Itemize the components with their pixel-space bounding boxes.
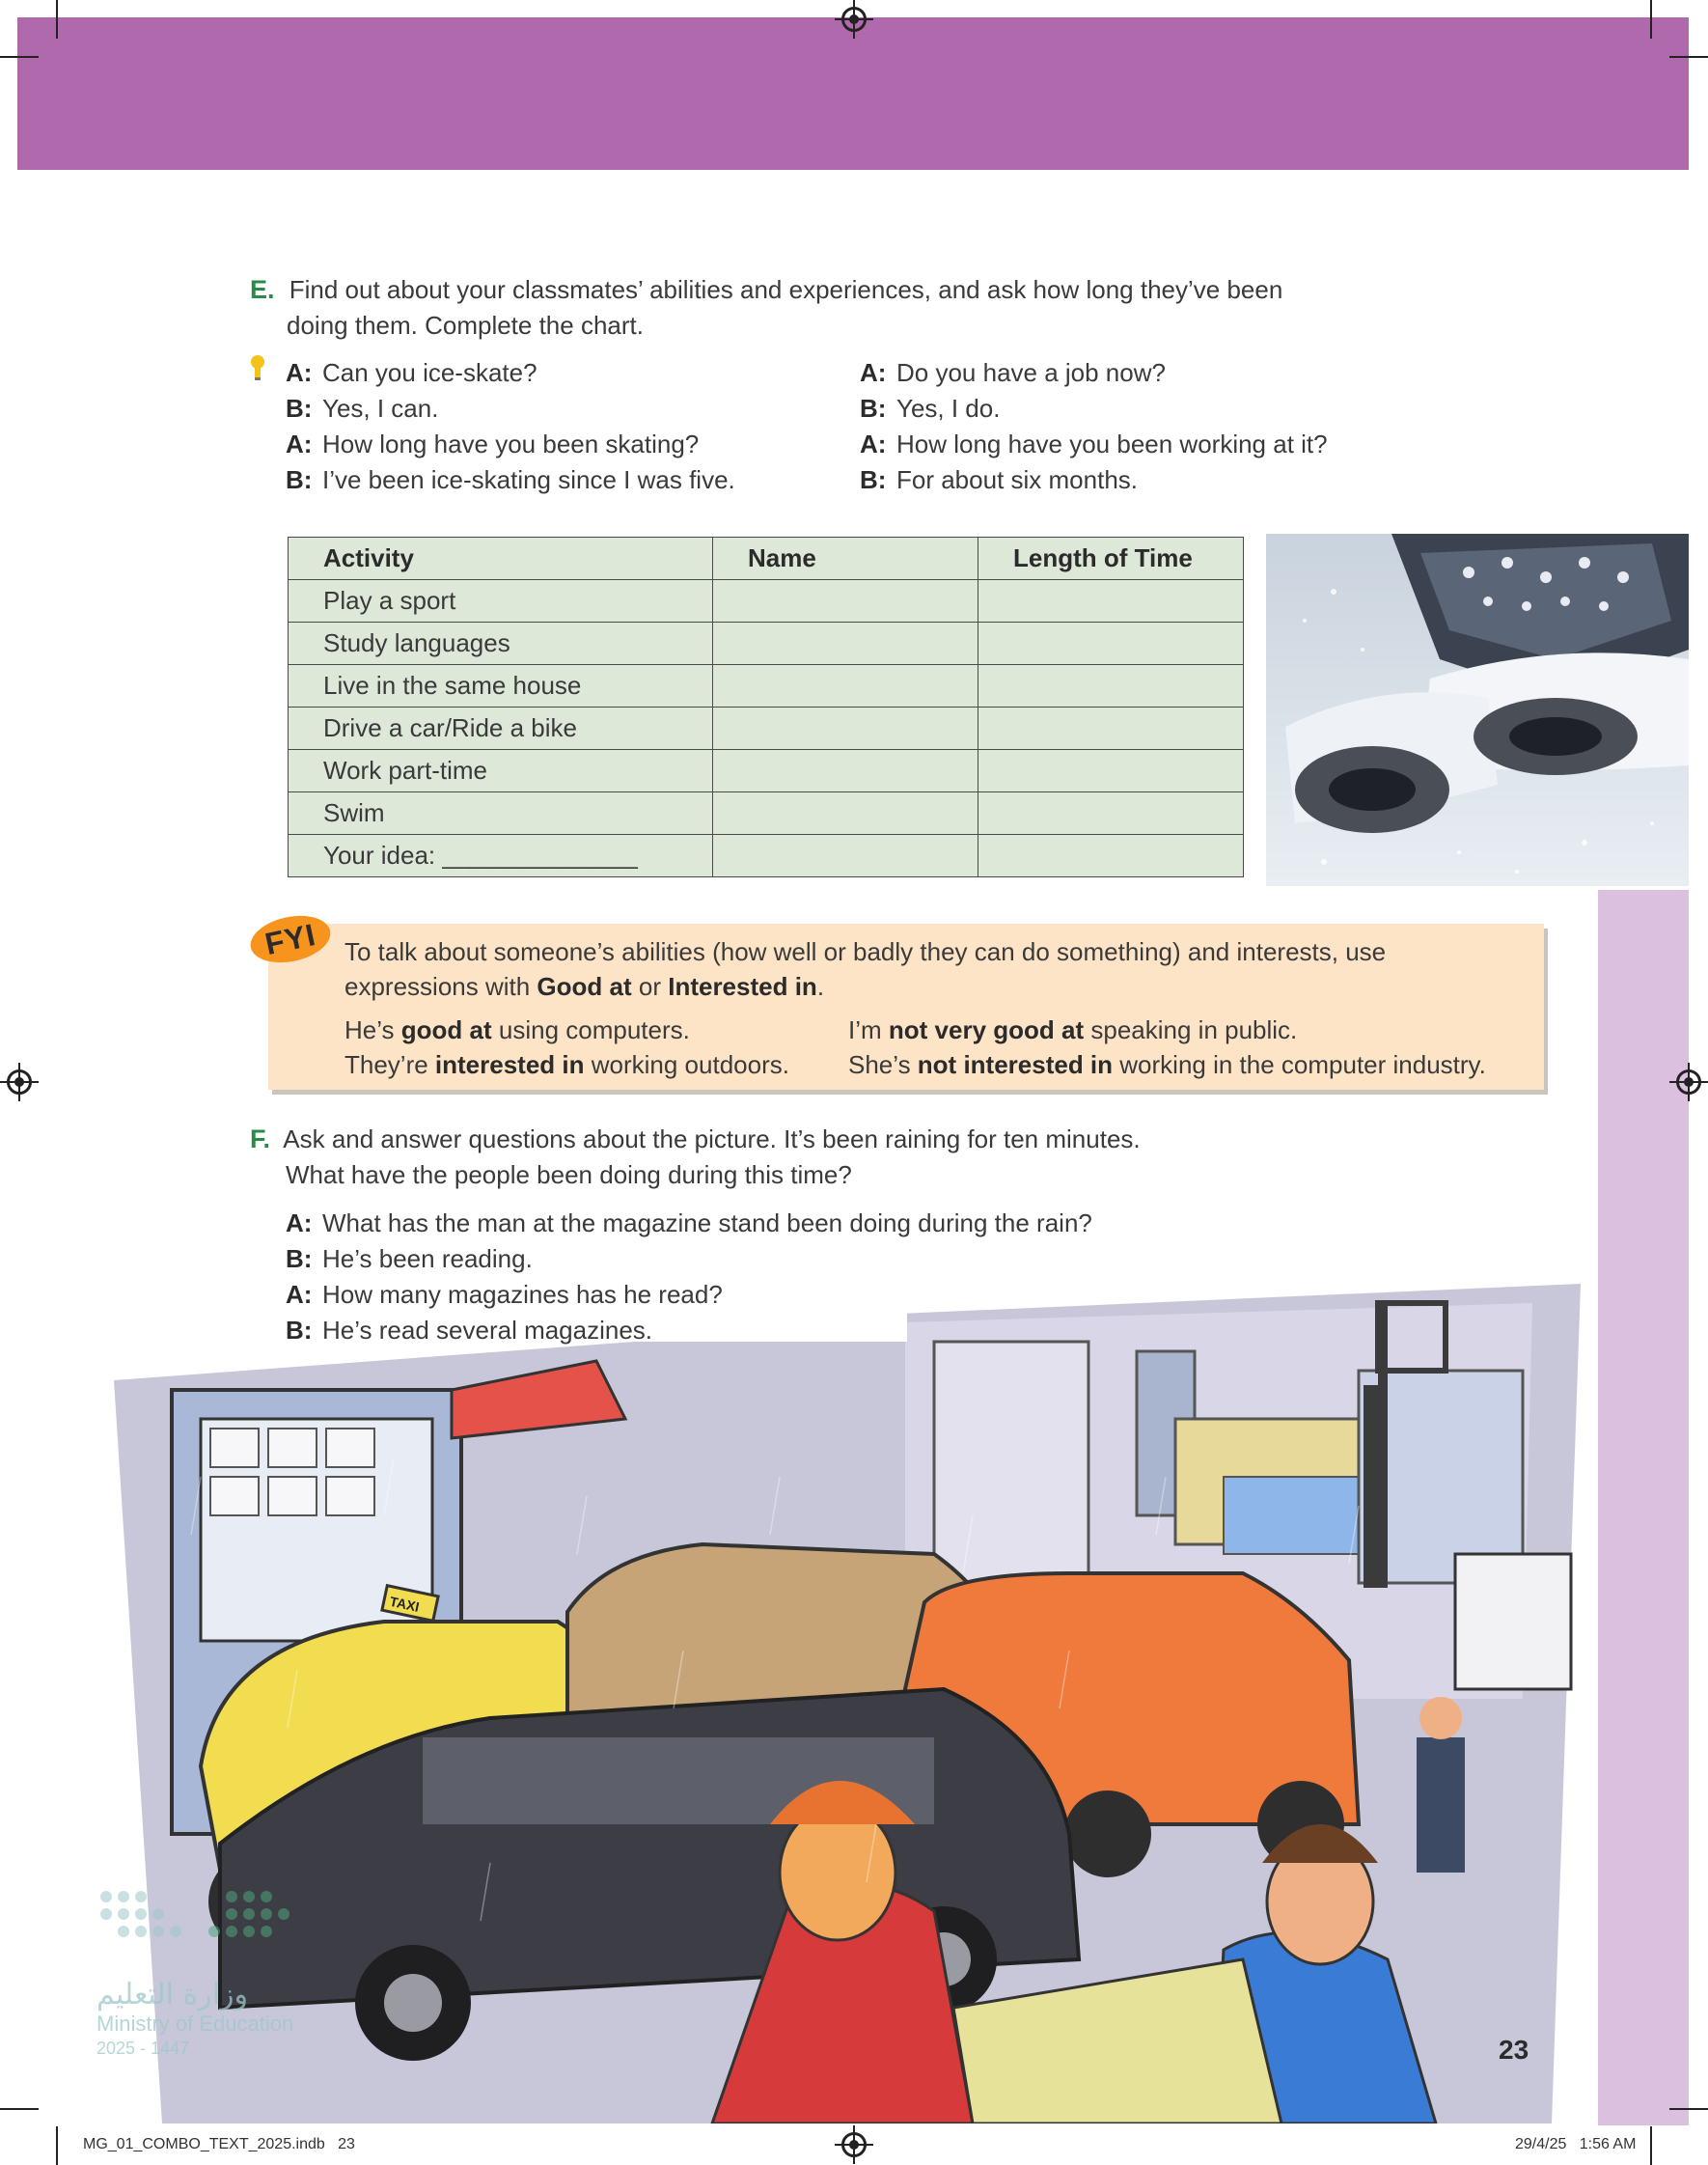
dialogue-text: For about six months. bbox=[896, 465, 1138, 494]
length-cell[interactable] bbox=[978, 665, 1244, 708]
dialogue-line bbox=[286, 1313, 1154, 1348]
dialogue-f bbox=[286, 1206, 1154, 1348]
length-cell[interactable] bbox=[978, 835, 1244, 877]
dialogue-text: Can you ice-skate? bbox=[322, 358, 537, 387]
fyi-intro-text: or bbox=[631, 972, 669, 1001]
section-f-instruction bbox=[250, 1122, 1350, 1193]
dialogue-text: Yes, I can. bbox=[322, 394, 439, 423]
chart-header-row bbox=[289, 538, 1244, 580]
fyi-example-text: working outdoors. bbox=[584, 1050, 789, 1079]
dialogue-text: How long have you been working at it? bbox=[896, 430, 1328, 458]
footer-datetime: 29/4/25 1:56 AM bbox=[1515, 2136, 1637, 2152]
instruction-line: Ask and answer questions about the picture. It’s been raining for ten minutes. bbox=[283, 1124, 1141, 1153]
fyi-interested-in: Interested in bbox=[668, 972, 817, 1001]
dialogue-text: How many magazines has he read? bbox=[322, 1280, 723, 1309]
lightbulb-icon bbox=[250, 353, 265, 382]
crop-mark bbox=[1650, 2126, 1652, 2165]
section-f-letter: F. bbox=[250, 1124, 271, 1153]
fyi-good-at: Good at bbox=[537, 972, 632, 1001]
chart-header-length: Length of Time bbox=[978, 538, 1244, 580]
name-cell[interactable] bbox=[713, 835, 978, 877]
crop-mark bbox=[1669, 2108, 1708, 2110]
activity-cell: Your idea: ______________ bbox=[289, 835, 713, 877]
dialogue-text: He’s read several magazines. bbox=[322, 1316, 653, 1345]
activity-cell: Work part-time bbox=[289, 750, 713, 792]
ministry-arabic: وزارة التعليم bbox=[96, 1978, 249, 2012]
registration-mark-icon bbox=[7, 1069, 32, 1095]
ministry-watermark bbox=[96, 1979, 293, 2060]
fyi-intro-line1: To talk about someone’s abilities (how well or badly they can do something) and interests, use bbox=[344, 937, 1387, 966]
dialogue-line bbox=[286, 427, 826, 462]
chart-header-activity: Activity bbox=[289, 538, 713, 580]
activity-cell: Swim bbox=[289, 792, 713, 835]
crop-mark bbox=[0, 56, 39, 58]
fyi-example-text: speaking in public. bbox=[1084, 1015, 1298, 1044]
speaker-label: A: bbox=[860, 430, 887, 458]
activity-cell: Study languages bbox=[289, 623, 713, 665]
speaker-label: B: bbox=[860, 394, 887, 423]
fyi-intro-text: expressions with bbox=[344, 972, 537, 1001]
dialogue-text: I’ve been ice-skating since I was five. bbox=[322, 465, 735, 494]
length-cell[interactable] bbox=[978, 580, 1244, 623]
ice-skates-photo bbox=[1266, 534, 1689, 886]
fyi-example-text: She’s bbox=[848, 1050, 918, 1079]
fyi-example-bold: not very good at bbox=[888, 1015, 1085, 1044]
chart-row bbox=[289, 623, 1244, 665]
page-number: 23 bbox=[1499, 2035, 1529, 2065]
speaker-label: A: bbox=[860, 358, 887, 387]
instruction-line: doing them. Complete the chart. bbox=[287, 311, 644, 340]
speaker-label: A: bbox=[286, 1280, 313, 1309]
rainy-street-illustration bbox=[104, 1284, 1581, 2123]
dialogue-right bbox=[860, 355, 1400, 498]
dialogue-line bbox=[286, 462, 826, 498]
chart-row bbox=[289, 580, 1244, 623]
speaker-label: B: bbox=[860, 465, 887, 494]
chart-row bbox=[289, 792, 1244, 835]
chart-row bbox=[289, 835, 1244, 877]
side-tab bbox=[1598, 890, 1689, 2125]
fyi-example bbox=[848, 1047, 1543, 1082]
crop-mark bbox=[1669, 56, 1708, 58]
fyi-example bbox=[344, 1013, 846, 1047]
registration-mark-icon bbox=[1676, 1069, 1701, 1095]
dialogue-line bbox=[286, 355, 826, 391]
dialogue-line bbox=[860, 462, 1400, 498]
activity-chart bbox=[288, 537, 1244, 877]
chart-row bbox=[289, 665, 1244, 708]
fyi-example-text: I’m bbox=[848, 1015, 889, 1044]
speaker-label: A: bbox=[286, 1208, 313, 1237]
fyi-example-text: He’s bbox=[344, 1015, 401, 1044]
speaker-label: A: bbox=[286, 430, 313, 458]
dialogue-line bbox=[286, 1277, 1154, 1313]
instruction-line: What have the people been doing during this time? bbox=[286, 1160, 852, 1189]
header-band bbox=[17, 17, 1689, 170]
instruction-line: Find out about your classmates’ abilities and experiences, and ask how long they’ve been bbox=[289, 275, 1283, 304]
chart-row bbox=[289, 708, 1244, 750]
fyi-intro bbox=[344, 934, 1531, 1004]
fyi-example-text: using computers. bbox=[491, 1015, 690, 1044]
footer-filename: MG_01_COMBO_TEXT_2025.indb 23 bbox=[83, 2136, 355, 2152]
chart-header-name: Name bbox=[713, 538, 978, 580]
speaker-label: B: bbox=[286, 394, 313, 423]
speaker-label: A: bbox=[286, 358, 313, 387]
length-cell[interactable] bbox=[978, 750, 1244, 792]
fyi-example bbox=[848, 1013, 1543, 1047]
length-cell[interactable] bbox=[978, 792, 1244, 835]
dialogue-line bbox=[860, 427, 1400, 462]
chart-row bbox=[289, 750, 1244, 792]
dialogue-line bbox=[860, 355, 1400, 391]
dialogue-text: How long have you been skating? bbox=[322, 430, 700, 458]
activity-cell: Live in the same house bbox=[289, 665, 713, 708]
fyi-intro-text: . bbox=[816, 972, 825, 1001]
fyi-badge: FYI bbox=[246, 909, 335, 969]
name-cell[interactable] bbox=[713, 750, 978, 792]
fyi-example-text: They’re bbox=[344, 1050, 435, 1079]
fyi-examples-right bbox=[848, 1013, 1543, 1082]
name-cell[interactable] bbox=[713, 580, 978, 623]
ministry-years: 2025 - 1447 bbox=[96, 2039, 190, 2058]
speaker-label: B: bbox=[286, 465, 313, 494]
dialogue-text: What has the man at the magazine stand been doing during the rain? bbox=[322, 1208, 1092, 1237]
dialogue-line bbox=[860, 391, 1400, 427]
crop-mark bbox=[56, 2126, 58, 2165]
fyi-example-bold: not interested in bbox=[917, 1050, 1114, 1079]
name-cell[interactable] bbox=[713, 792, 978, 835]
dialogue-line bbox=[286, 391, 826, 427]
fyi-example-text: working in the computer industry. bbox=[1113, 1050, 1486, 1079]
fyi-example-bold: interested in bbox=[434, 1050, 585, 1079]
speaker-label: B: bbox=[286, 1244, 313, 1273]
activity-cell: Play a sport bbox=[289, 580, 713, 623]
crop-mark bbox=[0, 2108, 39, 2110]
name-cell[interactable] bbox=[713, 708, 978, 750]
fyi-example-bold: good at bbox=[400, 1015, 492, 1044]
ministry-english: Ministry of Education bbox=[96, 2012, 294, 2036]
crop-mark bbox=[56, 0, 58, 39]
speaker-label: B: bbox=[286, 1316, 313, 1345]
section-e-instruction bbox=[250, 272, 1350, 344]
fyi-examples-left bbox=[344, 1013, 846, 1082]
dialogue-text: Yes, I do. bbox=[896, 394, 1001, 423]
fyi-example bbox=[344, 1047, 846, 1082]
dialogue-left bbox=[286, 355, 826, 498]
crop-mark bbox=[1650, 0, 1652, 39]
ministry-logo-icon bbox=[96, 1887, 309, 1955]
length-cell[interactable] bbox=[978, 708, 1244, 750]
dialogue-line bbox=[286, 1241, 1154, 1277]
dialogue-line bbox=[286, 1206, 1154, 1241]
name-cell[interactable] bbox=[713, 623, 978, 665]
dialogue-text: Do you have a job now? bbox=[896, 358, 1166, 387]
length-cell[interactable] bbox=[978, 623, 1244, 665]
activity-cell: Drive a car/Ride a bike bbox=[289, 708, 713, 750]
section-e-letter: E. bbox=[250, 275, 275, 304]
taxi-sign: TAXI bbox=[388, 1593, 421, 1615]
registration-mark-icon bbox=[841, 7, 867, 32]
name-cell[interactable] bbox=[713, 665, 978, 708]
dialogue-text: He’s been reading. bbox=[322, 1244, 533, 1273]
registration-mark-icon bbox=[841, 2132, 867, 2157]
